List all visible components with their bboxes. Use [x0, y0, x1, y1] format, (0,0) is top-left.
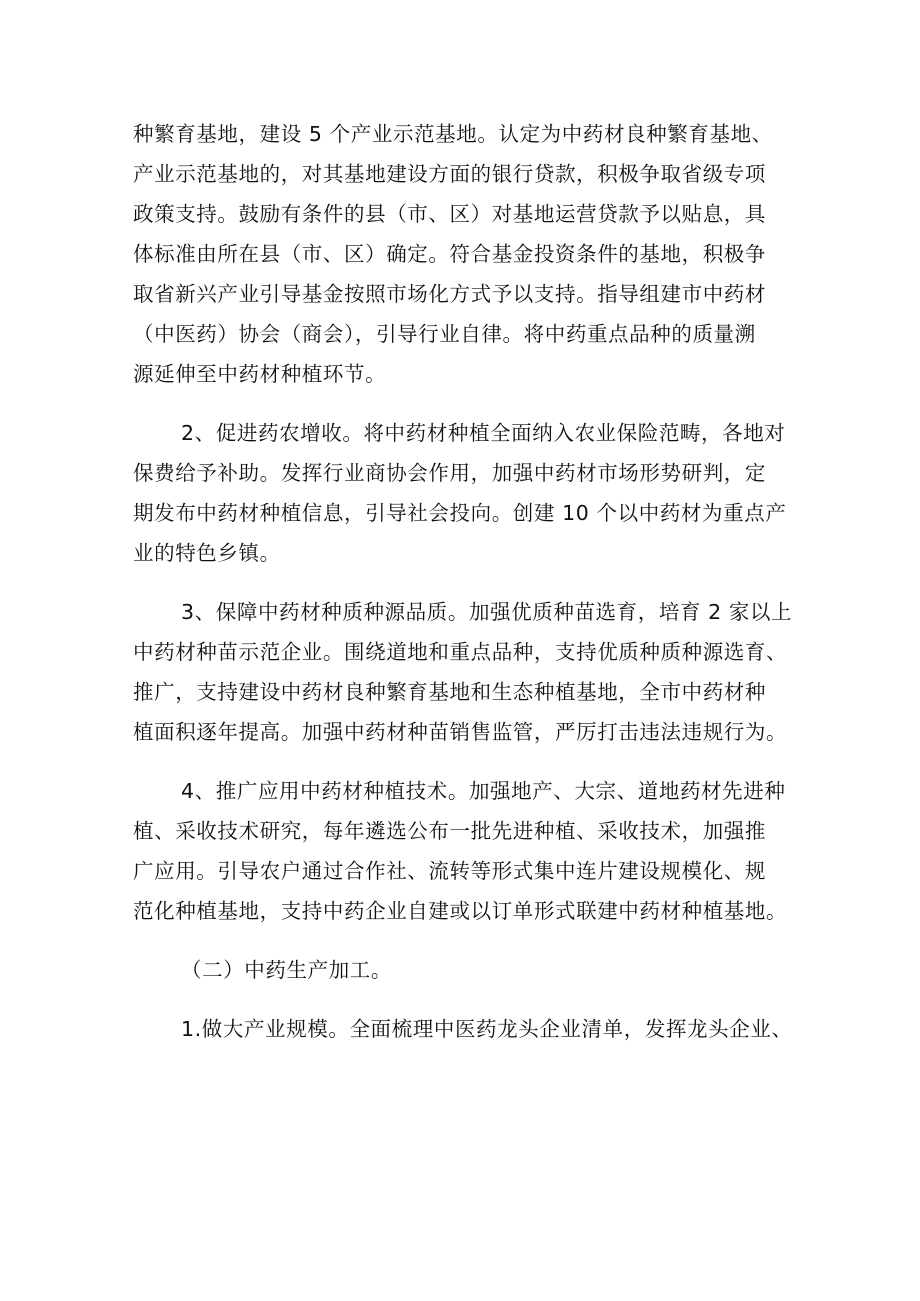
text-line: 期发布中药材种植信息，引导社会投向。创建 10 个以中药材为重点产 — [133, 501, 787, 525]
paragraph-base-support — [133, 114, 801, 394]
text-line: （中医药）协会（商会），引导行业自律。将中药重点品种的质量溯 — [133, 322, 756, 346]
text-line: 4、推广应用中药材种植技术。加强地产、大宗、道地药材先进种 — [181, 779, 786, 803]
text-line: 产业示范基地的，对其基地建设方面的银行贷款，积极争取省级专项 — [133, 162, 766, 186]
paragraph-item-3 — [133, 592, 801, 752]
text-line: 源延伸至中药材种植环节。 — [133, 362, 387, 386]
text-line: 种繁育基地，建设 5 个产业示范基地。认定为中药材良种繁育基地、 — [133, 122, 773, 146]
text-line: 2、促进药农增收。将中药材种植全面纳入农业保险范畴，各地对 — [181, 421, 786, 445]
text-line: 政策支持。鼓励有条件的县（市、区）对基地运营贷款予以贴息，具 — [133, 202, 766, 226]
heading-line: （二）中药生产加工。 — [181, 958, 392, 982]
text-line: 业的特色乡镇。 — [133, 541, 281, 565]
text-line: 保费给予补助。发挥行业商协会作用，加强中药材市场形势研判，定 — [133, 461, 766, 485]
text-line: 范化种植基地，支持中药企业自建或以订单形式联建中药材种植基地。 — [133, 899, 788, 923]
text-line: 3、保障中药材种质种源品质。加强优质种苗选育，培育 2 家以上 — [181, 600, 793, 624]
text-line: 1.做大产业规模。全面梳理中医药龙头企业清单，发挥龙头企业、 — [181, 1017, 793, 1041]
section-heading — [133, 950, 801, 990]
paragraph-section-item-1 — [133, 1009, 801, 1049]
text-line: 植面积逐年提高。加强中药材种苗销售监管，严厉打击违法违规行为。 — [133, 720, 788, 744]
text-line: 体标准由所在县（市、区）确定。符合基金投资条件的基地，积极争 — [133, 242, 766, 266]
paragraph-item-2 — [133, 413, 801, 573]
document-page — [133, 114, 801, 1068]
text-line: 植、采收技术研究，每年遴选公布一批先进种植、采收技术，加强推 — [133, 819, 766, 843]
text-line: 取省新兴产业引导基金按照市场化方式予以支持。指导组建市中药材 — [133, 282, 766, 306]
text-line: 推广，支持建设中药材良种繁育基地和生态种植基地，全市中药材种 — [133, 680, 766, 704]
text-line: 广应用。引导农户通过合作社、流转等形式集中连片建设规模化、规 — [133, 859, 766, 883]
paragraph-item-4 — [133, 771, 801, 931]
text-line: 中药材种苗示范企业。围绕道地和重点品种，支持优质种质种源选育、 — [133, 640, 788, 664]
